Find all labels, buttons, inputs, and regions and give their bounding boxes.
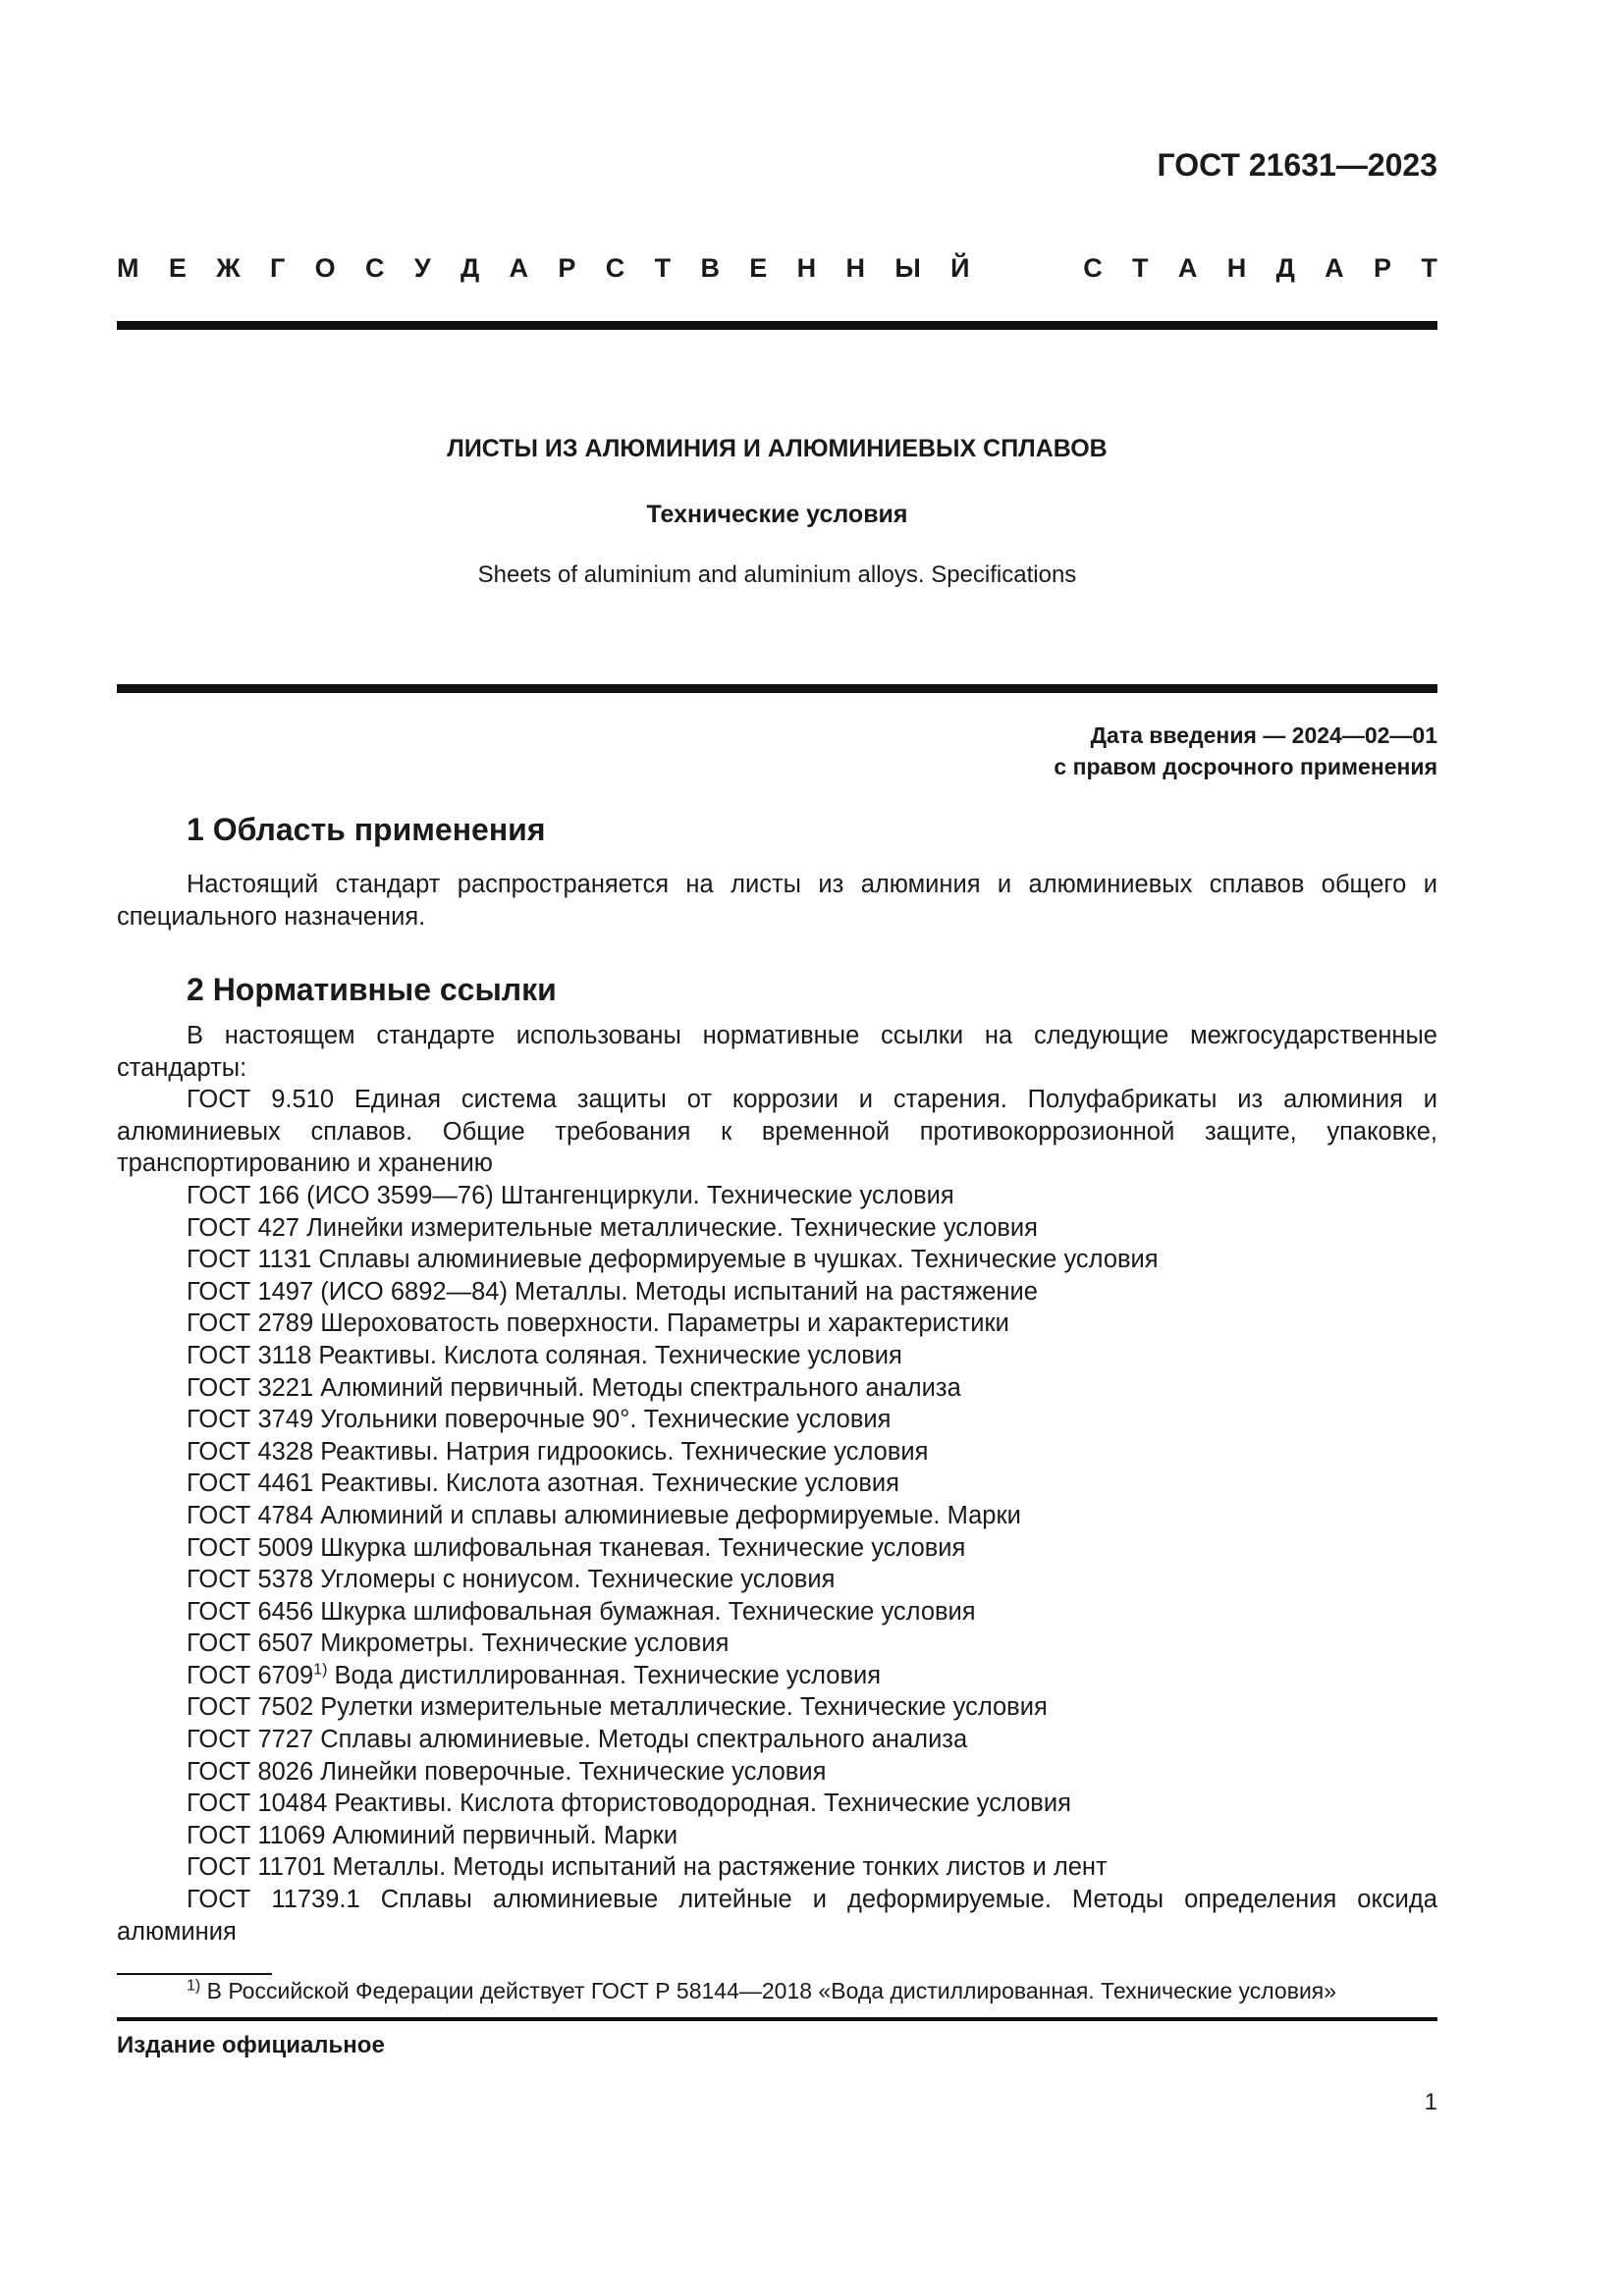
reference-item-continuation: алюминия: [117, 1917, 237, 1946]
reference-item: ГОСТ 3221 Алюминий первичный. Методы спектрального анализа: [187, 1373, 961, 1402]
reference-item: ГОСТ 10484 Реактивы. Кислота фтористоводородная. Технические условия: [187, 1789, 1071, 1818]
banner-letter: С: [605, 253, 625, 283]
banner-letter: Ы: [894, 253, 921, 283]
reference-item: [117, 1660, 1437, 1692]
banner-letter: Т: [654, 253, 672, 283]
reference-item: ГОСТ 4784 Алюминий и сплавы алюминиевые деформируемые. Марки: [187, 1501, 1021, 1529]
reference-item: ГОСТ 11701 Металлы. Методы испытаний на растяжение тонких листов и лент: [187, 1853, 1108, 1882]
normative-references: [117, 1020, 1437, 1948]
banner-letter: Д: [460, 253, 480, 283]
reference-item: ГОСТ 166 (ИСО 3599—76) Штангенциркули. Технические условия: [187, 1181, 954, 1209]
banner-letter: А: [509, 253, 529, 283]
top-rule: [117, 321, 1437, 330]
reference-item: ГОСТ 8026 Линейки поверочные. Технические условия: [187, 1757, 827, 1786]
reference-item: ГОСТ 427 Линейки измерительные металлические. Технические условия: [187, 1213, 1038, 1242]
banner-letter: Г: [269, 253, 286, 283]
section-2-heading: 2 Нормативные ссылки: [187, 972, 557, 1007]
reference-list-a: [117, 1180, 1437, 1660]
banner-word-gap: [1000, 253, 1054, 284]
banner-letter: Т: [1132, 253, 1149, 283]
reference-item: ГОСТ 6507 Микрометры. Технические условия: [187, 1629, 730, 1658]
banner-letter: Ж: [216, 253, 241, 283]
banner-letter: Р: [558, 253, 576, 283]
gost-number: ГОСТ 21631—2023: [1157, 147, 1437, 183]
scope-paragraph: Настоящий стандарт распространяется на листы из алюминия и алюминиевых сплавов общего и специального назначения.: [117, 871, 1437, 931]
reference-item: ГОСТ 11069 Алюминий первичный. Марки: [187, 1821, 678, 1849]
reference-code: ГОСТ 6709: [187, 1661, 314, 1689]
reference-list-b: [117, 1691, 1437, 1884]
reference-item: ГОСТ 11739.1 Сплавы алюминиевые литейные и деформируемые. Методы определения оксида: [187, 1886, 1437, 1914]
banner-letter: М: [117, 253, 139, 283]
reference-item: ГОСТ 4461 Реактивы. Кислота азотная. Технические условия: [187, 1469, 899, 1498]
reference-item: ГОСТ 6456 Шкурка шлифовальная бумажная. Технические условия: [187, 1597, 976, 1626]
banner-letter: Н: [796, 253, 817, 283]
banner-letter: Д: [1275, 253, 1295, 283]
document-title: ЛИСТЫ ИЗ АЛЮМИНИЯ И АЛЮМИНИЕВЫХ СПЛАВОВ: [447, 435, 1108, 462]
references-intro: В настоящем стандарте использованы нормативные ссылки на следующие межгосударственные стандарты:: [117, 1022, 1437, 1082]
banner-letter: А: [1177, 253, 1198, 283]
interstate-standard-banner: [117, 253, 1437, 284]
reference-item: ГОСТ 4328 Реактивы. Натрия гидроокись. Технические условия: [187, 1437, 929, 1466]
banner-letter: С: [1083, 253, 1103, 283]
footnote: [187, 1975, 1437, 2006]
reference-item: ГОСТ 7727 Сплавы алюминиевые. Методы спектрального анализа: [187, 1726, 968, 1754]
banner-letter: В: [700, 253, 720, 283]
reference-item: ГОСТ 9.510 Единая система защиты от коррозии и старения. Полуфабрикаты из алюминия и алюминиевых сплавов. Общие требования к временной противокоррозионной защите, упаковке, транспортированию и хранению: [117, 1086, 1437, 1178]
reference-item: ГОСТ 1497 (ИСО 6892—84) Металлы. Методы испытаний на растяжение: [187, 1277, 1038, 1306]
reference-item: ГОСТ 3118 Реактивы. Кислота соляная. Технические условия: [187, 1341, 902, 1369]
banner-letter: Й: [950, 253, 970, 283]
reference-item: ГОСТ 1131 Сплавы алюминиевые деформируемые в чушках. Технические условия: [187, 1246, 1159, 1274]
banner-letter: О: [314, 253, 336, 283]
banner-letter: Н: [845, 253, 865, 283]
footnote-text: В Российской Федерации действует ГОСТ Р 58144—2018 «Вода дистиллированная. Технические условия»: [200, 1978, 1337, 2003]
banner-letter: Н: [1226, 253, 1247, 283]
banner-letter: Р: [1374, 253, 1392, 283]
banner-letter: Е: [168, 253, 187, 283]
footnote-marker: 1): [187, 1977, 201, 1995]
reference-item: ГОСТ 2789 Шероховатость поверхности. Параметры и характеристики: [187, 1309, 1009, 1338]
introduction-date-line: Дата введения — 2024—02—01: [1090, 722, 1437, 748]
banner-letter: У: [413, 253, 431, 283]
document-subtitle: Технические условия: [646, 501, 908, 528]
introduction-date: [1054, 720, 1437, 782]
reference-item: ГОСТ 7502 Рулетки измерительные металлические. Технические условия: [187, 1693, 1048, 1722]
reference-title: Вода дистиллированная. Технические условия: [327, 1661, 882, 1689]
bottom-rule: [117, 2017, 1437, 2021]
reference-item: ГОСТ 5009 Шкурка шлифовальная тканевая. Технические условия: [187, 1533, 966, 1562]
footnote-marker: 1): [313, 1661, 328, 1679]
reference-item: ГОСТ 5378 Угломеры с нониусом. Технические условия: [187, 1566, 836, 1594]
english-title: Sheets of aluminium and aluminium alloys. Specifications: [477, 561, 1077, 588]
page-number: 1: [1424, 2089, 1437, 2115]
reference-item: ГОСТ 3749 Угольники поверочные 90°. Технические условия: [187, 1406, 892, 1434]
banner-letter: А: [1325, 253, 1344, 283]
banner-letter: Е: [749, 253, 768, 283]
banner-letter: С: [364, 253, 385, 283]
section-1-heading: 1 Область применения: [187, 812, 546, 847]
banner-letter: Т: [1421, 253, 1437, 283]
official-edition-label: Издание официальное: [117, 2032, 385, 2058]
title-bottom-rule: [117, 684, 1437, 693]
section-1-text: [117, 869, 1437, 933]
early-application-line: с правом досрочного применения: [1054, 754, 1437, 779]
